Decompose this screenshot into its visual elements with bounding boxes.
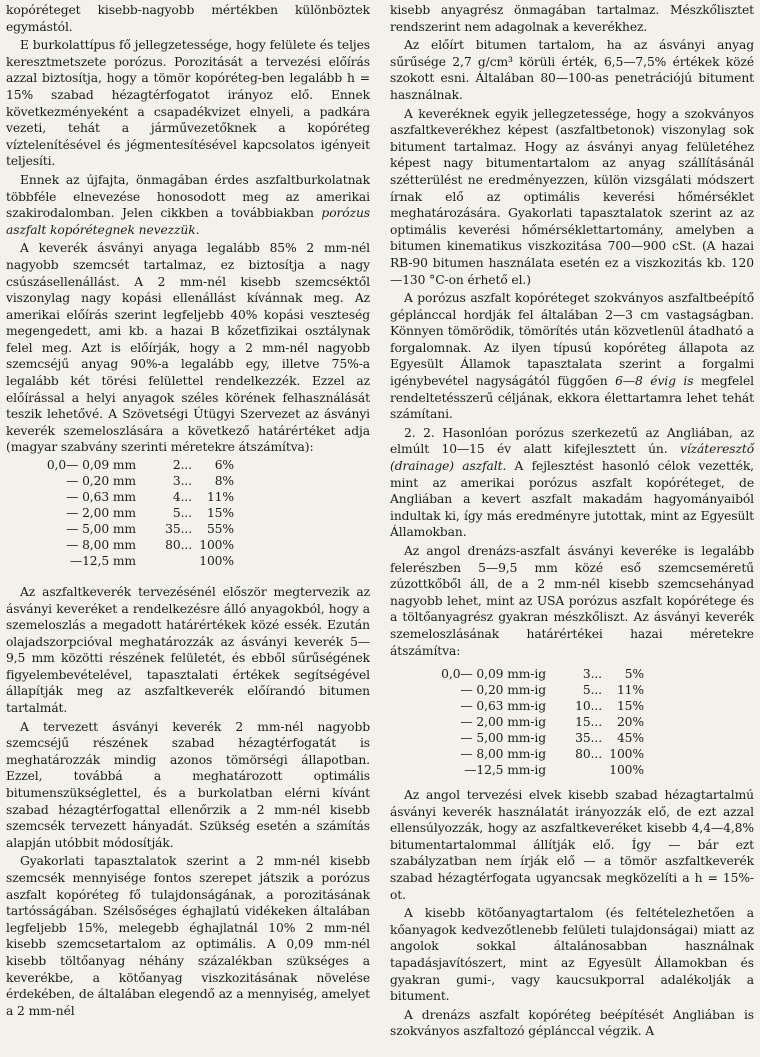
paragraph: A porózus aszfalt kopóréteget szokványos aszfaltbeépítő géplánccal hordják fel általában 2—3 cm vastagságban. Könnyen tömörödik, tömörítés után közvetlenül átadható a forgalomnak. Az ilyen típusú kopóréteg állapota az Egyesült Államok tapasztalata szerint a forgalmi igénybevétel nagyságától függően 6—8 évig is megfelel rendeltetésszerű céljának, ekkora élettartamra lehet tehát számítani. — [390, 291, 754, 422]
grading-lower: 10... — [575, 699, 602, 714]
paragraph: 2. 2. Hasonlóan porózus szerkezetű az Angliában, az elmúlt 10—15 év alatt kifejlesztett ún. vízáteresztő (drainage) aszfalt. A fejlesztést hasonló célok vezették, mint az amerikai porózus aszfalt kopóréteget, de Angliában a kevert aszfalt makadám hagyományaiból indultak ki, így más eredményre jutottak, mint az Egyesült Államokban. — [390, 425, 754, 540]
grading-percent — [140, 522, 238, 538]
paragraph: kisebb anyagrész önmagában tartalmaz. Mészkőlisztet rendszerint nem adagolnak a keverékhez. — [390, 3, 754, 34]
grading-row — [20, 474, 238, 490]
grading-size: — 0,20 mm — [66, 474, 136, 489]
paragraph: A drenázs aszfalt kopóréteg beépítését Angliában is szokványos aszfaltozó géplánccal végzik. A — [390, 1007, 754, 1039]
paragraph: A kisebb kötőanyagtartalom (és feltételezhetően a kőanyagok kedvezőtlenebb felületi tulajdonságai) miatt az angolok sokkal általánosabban használnak tapadásjavítószert, mint az Egyesült Államokban és gyakran gumi-, vagy kaucsukporral adalékolják a bitument. — [390, 906, 754, 1004]
paragraph: Gyakorlati tapasztalatok szerint a 2 mm-nél kisebb szemcsék mennyisége fontos szerepet játszik a porózus aszfalt kopóréteg fő tulajdonságának, a porozitásának tartósságában. Szélsőséges éghajlatú vidékeken általában legfeljebb 15%, melegebb éghajlatnál 10% 2 mm-nél kisebb szemcsetartalom az optimális. A 0,09 mm-nél kisebb töltőanyag néhány százalékban szükséges a keverékbe, a kötőanyag viszkozitásának növelése érdekében, de általában elegendő az a mennyiség, amelyet a 2 mm-nél — [6, 854, 370, 1018]
grading-upper: 8% — [214, 474, 234, 489]
grading-row — [430, 683, 648, 699]
grading-size: —12,5 mm-ig — [464, 763, 546, 778]
grading-size: — 8,00 mm — [66, 537, 136, 552]
grading-upper: 100% — [199, 553, 234, 568]
grading-percent — [550, 667, 648, 683]
grading-lower: 35... — [165, 521, 192, 536]
grading-percent — [550, 699, 648, 715]
grading-percent — [550, 747, 648, 763]
grading-percent — [550, 763, 648, 779]
right-column — [390, 0, 754, 1057]
grading-row — [20, 506, 238, 522]
grading-lower: 2... — [172, 458, 192, 473]
grading-upper: 45% — [616, 731, 644, 746]
grading-table-uk — [430, 667, 648, 779]
grading-lower: 5... — [172, 505, 192, 520]
grading-size: 0,0— 0,09 mm-ig — [441, 667, 546, 682]
grading-row — [430, 667, 648, 683]
term-porous-asphalt: porózus aszfalt kopórétegnek nevezzük. — [6, 206, 370, 237]
paragraph: kopóréteget kisebb-nagyobb mértékben különböztek egymástól. — [6, 3, 370, 34]
grading-size: — 5,00 mm — [66, 521, 136, 536]
grading-percent — [140, 458, 238, 474]
paragraph: A keveréknek egyik jellegzetessége, hogy a szokványos aszfaltkeverékhez képest (aszfaltbetonok) viszonylag sok bitument tartalmaz. Hogy az ásványi anyag felületéhez képest nagy bitumentartalom az anyag szállításánál szétterülést ne eredményezzen, külön vizsgálati módszert írnak elő az optimális keverési hőmérséklet meghatározására. Gyakorlati tapasztalatok szerint az az optimális keverési hőmérséklettartomány, amelyben a bitumen kinematikus viszkozitása 700—900 cSt. (A hazai RB-90 bitumen használata esetén ez a viszkozitás kb. 120—130 °C-on érhető el.) — [390, 106, 754, 287]
grading-percent — [140, 554, 238, 570]
grading-percent — [550, 715, 648, 731]
grading-upper: 15% — [616, 699, 644, 714]
grading-upper: 5% — [624, 667, 644, 682]
grading-row — [430, 731, 648, 747]
grading-row — [430, 763, 648, 779]
grading-row — [430, 747, 648, 763]
paragraph: A keverék ásványi anyaga legalább 85% 2 mm-nél nagyobb szemcsét tartalmaz, ez biztosítja a nagy csúszásellenállást. A 2 mm-nél kisebb szemcséktől viszonylag nagy kopási ellenállást kívánnak meg. Az amerikai előírás szerint legfeljebb 40% kopási veszteség megengedett, ami kb. a hazai B kőzetfizikai osztálynak felel meg. Azt is előírják, hogy a 2 mm-nél nagyobb szemcséjű anyag 90%-a legalább egy, illetve 75%-a legalább két törési felülettel rendelkezzék. Ezzel az előírással a helyi anyagok széles körének felhasználását teszik lehetővé. A Szövetségi Útügyi Szervezet az ásványi keverék szemeloszlására a következő határértéket adja (magyar szabvány szerinti méretekre átszámítva): — [6, 241, 370, 455]
grading-upper: 100% — [199, 537, 234, 552]
grading-percent — [140, 474, 238, 490]
grading-size: — 0,20 mm-ig — [460, 683, 546, 698]
paragraph: Az aszfaltkeverék tervezésénél először megtervezik az ásványi keveréket a rendelkezésre álló anyagokból, hogy a szemeloszlás a megadott határértékek közé essék. Ezután olajadszorpcióval meghatározzák az ásványi keverék 5—9,5 mm közötti részének felületét, és ebből sűrűségének figyelembevételével, tapasztalati értékek segítségével állapítják meg az aszfaltkeverék előírandó bitumen tartalmát. — [6, 584, 370, 716]
grading-upper: 20% — [616, 715, 644, 730]
grading-lower: 3... — [172, 474, 192, 489]
grading-percent — [140, 490, 238, 506]
grading-lower: 35... — [575, 731, 602, 746]
paragraph: Az előírt bitumen tartalom, ha az ásványi anyag sűrűsége 2,7 g/cm³ körüli érték, 6,5—7,5% értékek közé szokott esni. Általában 80—100-as penetrációjú bitument használnak. — [390, 38, 754, 102]
grading-size: — 2,00 mm-ig — [460, 715, 546, 730]
term-drainage-asphalt: vízáteresztő (drainage) aszfalt. — [390, 442, 754, 474]
grading-lower: 80... — [165, 537, 192, 552]
grading-upper: 55% — [206, 521, 234, 536]
grading-row — [20, 522, 238, 538]
grading-upper: 6% — [214, 458, 234, 473]
grading-size: — 5,00 mm-ig — [460, 731, 546, 746]
grading-row — [20, 538, 238, 554]
grading-lower: 5... — [582, 683, 602, 698]
grading-upper: 100% — [609, 763, 644, 778]
grading-upper: 15% — [206, 505, 234, 520]
grading-upper: 11% — [206, 490, 234, 504]
grading-row — [430, 715, 648, 731]
grading-size: —12,5 mm — [69, 553, 136, 568]
grading-table-us — [20, 458, 238, 570]
left-column — [6, 0, 370, 1057]
grading-upper: 11% — [616, 683, 644, 698]
paragraph: A tervezett ásványi keverék 2 mm-nél nagyobb szemcséjű részének szabad hézagtérfogatát is meghatározzák mindig azonos tömörségi állapotban. Ezzel, továbbá a meghatározott optimális bitumenszükséglettel, és a burkolatban elérni kívánt szabad hézagtérfogattal ellenőrzik a 2 mm-nél kisebb szemcsék tervezett hányadát. Szükség esetén a számítás alapján utóbbit módosítják. — [6, 719, 370, 850]
paragraph: E burkolattípus fő jellegzetessége, hogy felülete és teljes keresztmetszete porózus. Porozitását a tervezési előírás azzal biztosítja, hogy a tömör kopóréteg-ben legalább h = 15% szabad hézagtérfogatot irányoz elő. Ennek következményeként a csapadékvizet elnyeli, a padkára vezeti, tehát a járművezetőknek a kopóréteg víztelenítésével és jégmentesítésével kapcsolatos igényeit teljesíti. — [6, 38, 370, 169]
paragraph: Az angol drenázs-aszfalt ásványi keveréke is legalább felerészben 5—9,5 mm közé eső szemcseméretű zúzottkőből áll, de a 2 mm-nél kisebb szemcsehányad nagyobb lehet, mint az USA porózus aszfalt kopórétege és a töltőanyagrész gyakran mészkőliszt. Az ásványi keverék szemeloszlásának határértékei hazai méretekre átszámítva: — [390, 544, 754, 658]
grading-upper: 100% — [609, 747, 644, 762]
grading-percent — [140, 506, 238, 522]
grading-row — [20, 458, 238, 474]
grading-row — [20, 554, 238, 570]
grading-percent — [550, 683, 648, 699]
paragraph: Ennek az újfajta, önmagában érdes aszfaltburkolatnak többféle elnevezése honosodott meg az amerikai szakirodalomban. Jelen cikkben a továbbiakban porózus aszfalt kopórétegnek nevezzük. — [6, 172, 370, 237]
grading-row — [430, 699, 648, 715]
grading-lower: 3... — [582, 667, 602, 682]
grading-size: 0,0— 0,09 mm — [46, 458, 136, 473]
grading-lower: 80... — [575, 747, 602, 762]
grading-lower: 4... — [172, 490, 192, 504]
emphasis-lifetime: 6—8 évig is — [615, 374, 694, 389]
grading-size: — 2,00 mm — [66, 505, 136, 520]
paragraph: Az angol tervezési elvek kisebb szabad hézagtartalmú ásványi keverék használatát irányozzák elő, de ezt azzal ellensúlyozzák, hogy az aszfaltkeveréket kisebb 4,4—4,8% bitumentartalommal állítják elő. Így — bár ezt szabályzatban nem írják elő — a tömör aszfaltkeverék szabad hézagtérfogata ugyancsak megközelíti a h = 15%-ot. — [390, 788, 754, 902]
grading-row — [20, 490, 238, 506]
grading-percent — [140, 538, 238, 554]
grading-size: — 8,00 mm-ig — [460, 747, 546, 762]
grading-lower: 15... — [575, 715, 602, 730]
grading-size: — 0,63 mm — [66, 490, 136, 504]
grading-percent — [550, 731, 648, 747]
grading-size: — 0,63 mm-ig — [460, 699, 546, 714]
